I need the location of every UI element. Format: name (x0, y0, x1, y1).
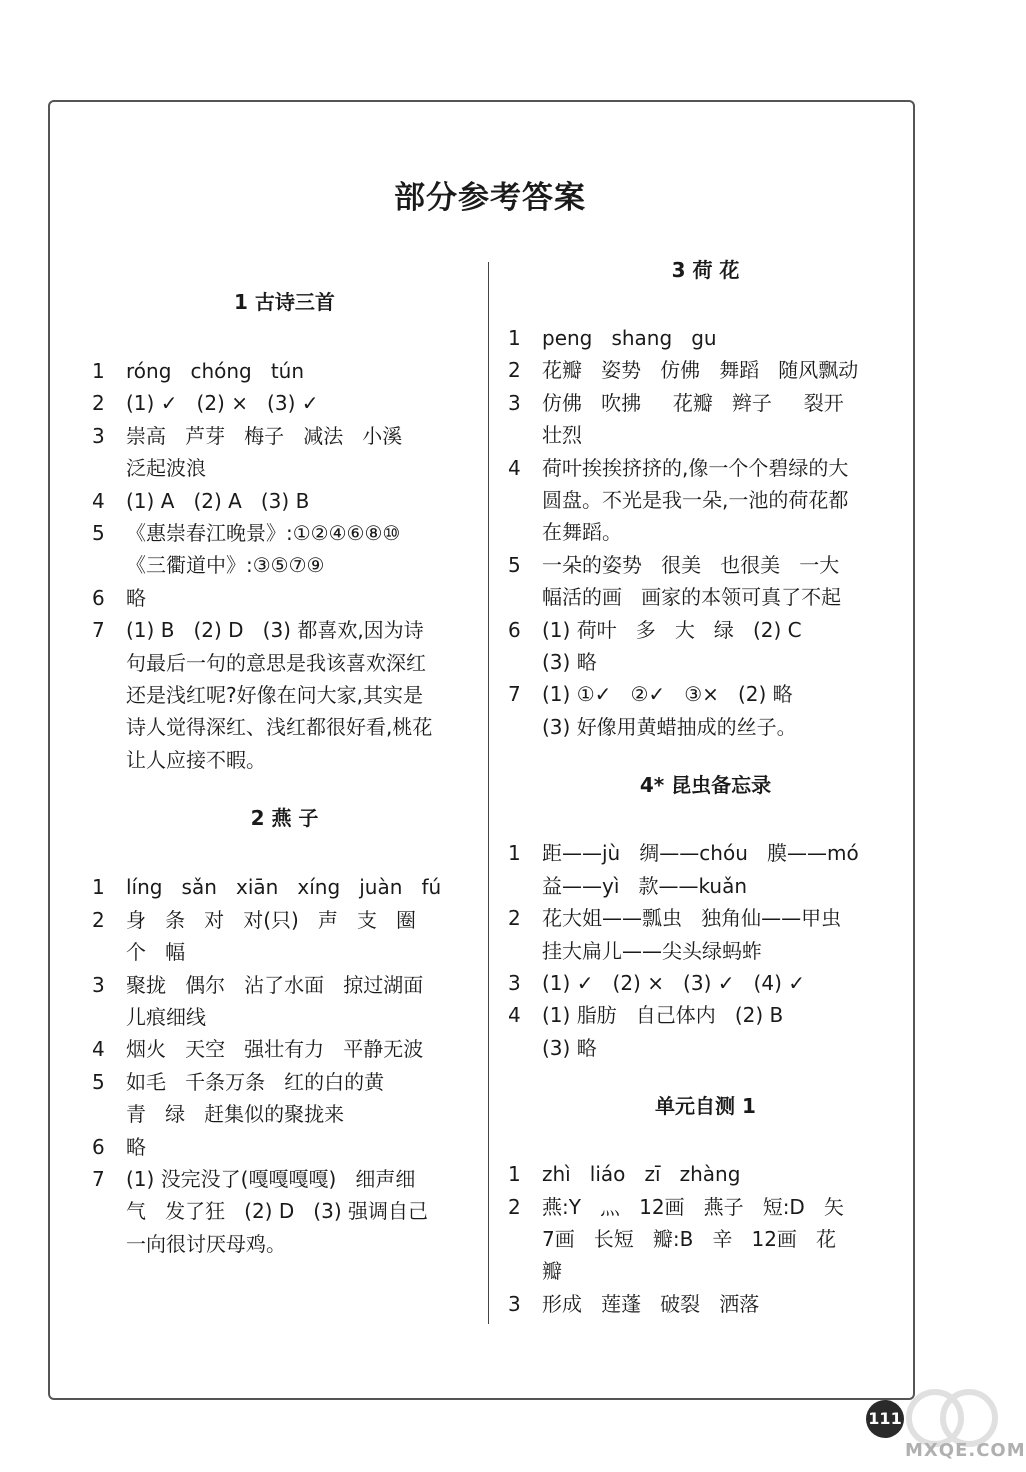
item-answer (542, 1191, 903, 1288)
answer-item (92, 1033, 477, 1065)
answer-line: 儿痕细线 (126, 1004, 206, 1029)
answer-line: (1) ①✓ ②✓ ③× (2) 略 (542, 682, 793, 707)
item-number: 2 (508, 906, 521, 931)
answer-line: (1) A (2) A (3) B (126, 488, 310, 513)
answer-item (92, 517, 477, 582)
answer-item (92, 485, 477, 517)
item-number: 1 (508, 326, 521, 350)
answer-line: 在舞蹈。 (542, 520, 622, 545)
item-number: 1 (92, 875, 105, 900)
answer-line: 还是浅红呢?好像在问大家,其实是 (126, 683, 423, 708)
item-number: 1 (508, 1162, 521, 1187)
item-answer (542, 967, 903, 999)
item-number: 3 (508, 970, 521, 995)
item-number: 4 (508, 1003, 521, 1028)
answer-line: 圆盘。不光是我一朵,一池的荷花都 (542, 488, 849, 513)
answer-line: (3) 略 (542, 650, 597, 675)
item-answer (126, 582, 477, 614)
answer-line: (1) B (2) D (3) 都喜欢,因为诗 (126, 618, 424, 643)
item-answer (126, 1066, 477, 1131)
answer-line: líng sǎn xiān xíng juàn fú (126, 875, 442, 900)
answer-line: 青 绿 赶集似的聚拢来 (126, 1102, 345, 1127)
answer-item (92, 871, 477, 903)
item-answer (542, 387, 903, 452)
item-answer (542, 452, 903, 549)
answer-line: róng chóng tún (126, 359, 305, 383)
item-number: 1 (508, 841, 521, 866)
item-answer (126, 355, 477, 387)
answer-item (508, 837, 903, 902)
answer-item (508, 999, 903, 1064)
item-answer (542, 837, 903, 902)
item-number: 5 (508, 552, 521, 577)
answer-line: 身 条 对 对(只) 声 支 圈 (126, 907, 417, 932)
answer-line: 崇高 芦芽 梅子 减法 小溪 (126, 423, 403, 448)
answer-section (508, 1090, 903, 1320)
answer-line: 《惠崇春江晚景》:①②④⑥⑧⑩ (126, 521, 401, 546)
answer-line: 让人应接不暇。 (126, 747, 266, 772)
item-number: 3 (508, 390, 521, 415)
answer-line: 略 (126, 1134, 146, 1159)
item-answer (126, 1163, 477, 1260)
item-number: 5 (92, 521, 105, 546)
item-answer (126, 1131, 477, 1163)
section-title: 2 燕 子 (250, 806, 319, 831)
answer-line: (3) 略 (542, 1035, 597, 1060)
answer-line: 燕:Y 灬 12画 燕子 短:D 矢 (542, 1194, 844, 1219)
answer-item (92, 420, 477, 485)
item-number: 3 (92, 423, 105, 448)
answer-item (508, 678, 903, 743)
answer-line: 《三衢道中》:③⑤⑦⑨ (126, 553, 325, 578)
item-number: 3 (508, 1291, 521, 1316)
answer-item (92, 1131, 477, 1163)
answer-line: (1) ✓ (2) × (3) ✓ (126, 391, 319, 416)
item-number: 6 (92, 585, 105, 610)
answer-line: 气 发了狂 (2) D (3) 强调自己 (126, 1199, 428, 1224)
answer-section (92, 802, 477, 1260)
answer-section (92, 286, 477, 776)
answer-item (508, 387, 903, 452)
answer-line: 诗人觉得深红、浅红都很好看,桃花 (126, 715, 433, 740)
answer-line: 句最后一句的意思是我该喜欢深红 (126, 650, 426, 675)
answer-item (508, 902, 903, 967)
section-title: 1 古诗三首 (234, 290, 335, 314)
answer-item (508, 614, 903, 679)
item-answer (126, 485, 477, 517)
page-title: 部分参考答案 (394, 180, 586, 216)
item-number: 1 (92, 359, 105, 383)
answer-line: 挂大扁儿——尖头绿蚂蚱 (542, 938, 762, 963)
item-answer (126, 387, 477, 419)
answer-line: 益——yì 款——kuǎn (542, 873, 748, 898)
section-title: 4* 昆虫备忘录 (639, 773, 772, 798)
answer-line: (3) 好像用黄蜡抽成的丝子。 (542, 714, 797, 739)
answer-line: (1) 脂肪 自己体内 (2) B (542, 1003, 784, 1028)
answer-line: (1) 荷叶 多 大 绿 (2) C (542, 617, 802, 642)
answer-line: 一向很讨厌母鸡。 (126, 1231, 286, 1256)
answer-item (508, 549, 903, 614)
answer-item (508, 452, 903, 549)
answer-line: 仿佛 吹拂 花瓣 辫子 裂开 (542, 390, 844, 415)
answer-line: 个 幅 (126, 940, 186, 965)
answer-line: 一朵的姿势 很美 也很美 一大 (542, 552, 840, 577)
item-number: 7 (92, 618, 105, 643)
item-answer (542, 614, 903, 679)
section-title: 3 荷 花 (671, 258, 740, 282)
column-divider (488, 262, 489, 1324)
item-answer (542, 354, 903, 386)
answer-line: 壮烈 (542, 423, 582, 448)
answer-line: 幅活的画 画家的本领可真了不起 (542, 585, 842, 610)
answer-item (92, 904, 477, 969)
item-answer (126, 614, 477, 776)
item-number: 2 (508, 1194, 521, 1219)
item-number: 4 (92, 488, 105, 513)
item-answer (542, 999, 903, 1064)
answer-line: 聚拢 偶尔 沾了水面 掠过湖面 (126, 972, 424, 997)
answer-line: 距——jù 绸——chóu 膜——mó (542, 841, 859, 866)
item-answer (542, 1288, 903, 1320)
item-number: 7 (92, 1166, 105, 1191)
item-number: 2 (508, 358, 521, 383)
item-answer (542, 902, 903, 967)
item-number: 4 (92, 1037, 105, 1062)
answer-line: 荷叶挨挨挤挤的,像一个个碧绿的大 (542, 455, 849, 480)
answer-item (92, 387, 477, 419)
left-column (92, 286, 477, 1260)
item-number: 6 (92, 1134, 105, 1159)
answer-section (508, 769, 903, 1064)
item-number: 4 (508, 455, 521, 480)
answer-item (92, 355, 477, 387)
page-number: 111 (866, 1400, 904, 1438)
item-number: 7 (508, 682, 521, 707)
answer-section (508, 254, 903, 743)
item-answer (126, 517, 477, 582)
answer-line: 烟火 天空 强壮有力 平静无波 (126, 1037, 424, 1062)
answer-item (92, 1163, 477, 1260)
answer-line: 7画 长短 瓣:B 辛 12画 花 (542, 1226, 836, 1251)
watermark-text: MXQE.COM (905, 1440, 1026, 1461)
answer-item (508, 322, 903, 354)
answer-item (508, 967, 903, 999)
answer-line: 瓣 (542, 1259, 562, 1284)
item-answer (542, 1158, 903, 1190)
item-answer (126, 871, 477, 903)
answer-line: zhì liáo zī zhàng (542, 1162, 741, 1187)
item-number: 3 (92, 972, 105, 997)
answer-item (92, 614, 477, 776)
answer-line: peng shang gu (542, 326, 717, 350)
answer-item (92, 582, 477, 614)
answer-item (508, 354, 903, 386)
answer-item (508, 1288, 903, 1320)
answer-line: 形成 莲蓬 破裂 洒落 (542, 1291, 760, 1316)
answer-item (508, 1158, 903, 1190)
answer-item (92, 1066, 477, 1131)
item-number: 5 (92, 1069, 105, 1094)
item-answer (126, 420, 477, 485)
answer-line: (1) 没完没了(嘎嘎嘎嘎) 细声细 (126, 1166, 416, 1191)
answer-line: 花大姐——瓢虫 独角仙——甲虫 (542, 906, 842, 931)
answer-line: 泛起波浪 (126, 456, 206, 481)
item-answer (126, 904, 477, 969)
answer-item (92, 969, 477, 1034)
item-answer (542, 322, 903, 354)
right-column (508, 254, 903, 1320)
answer-item (508, 1191, 903, 1288)
item-number: 6 (508, 617, 521, 642)
answer-line: 略 (126, 585, 146, 610)
item-answer (126, 969, 477, 1034)
section-title: 单元自测 1 (655, 1094, 756, 1119)
item-answer (126, 1033, 477, 1065)
item-answer (542, 678, 903, 743)
answer-line: 如毛 千条万条 红的白的黄 (126, 1069, 385, 1094)
answer-line: (1) ✓ (2) × (3) ✓ (4) ✓ (542, 970, 805, 995)
answer-line: 花瓣 姿势 仿佛 舞蹈 随风飘动 (542, 358, 859, 383)
item-answer (542, 549, 903, 614)
item-number: 2 (92, 907, 105, 932)
item-number: 2 (92, 391, 105, 416)
